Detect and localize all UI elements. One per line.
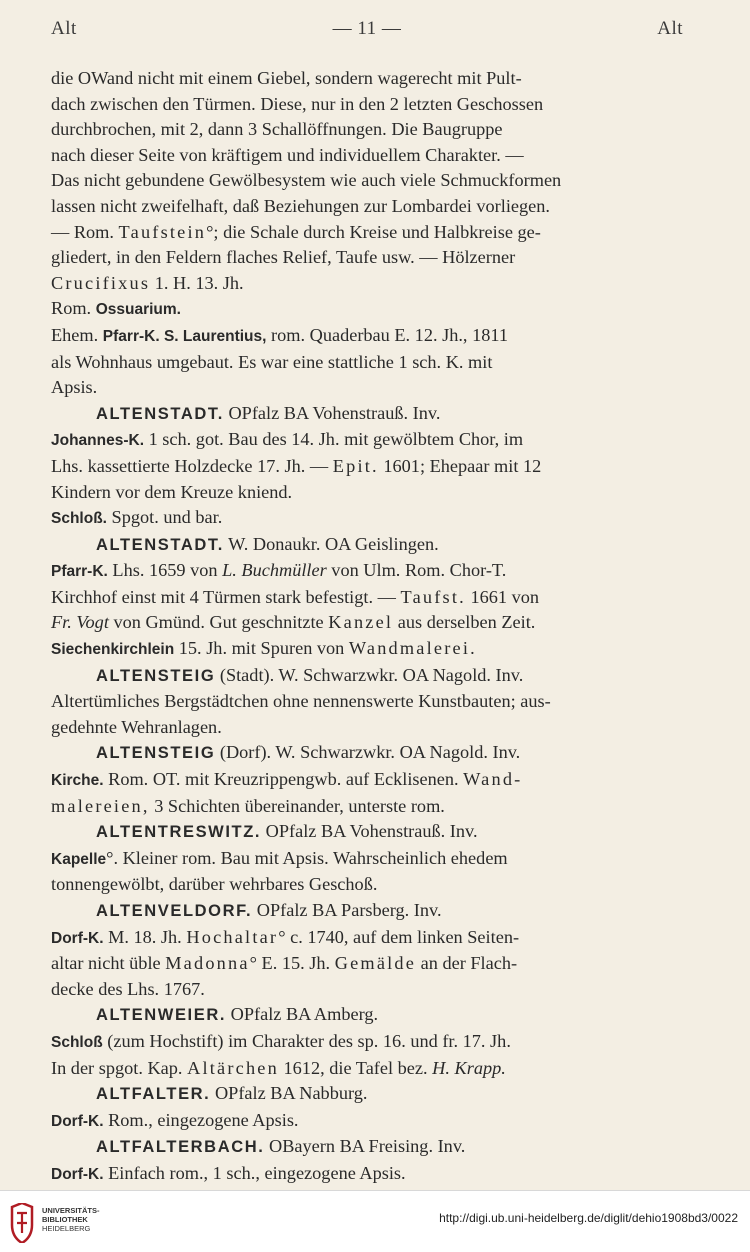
place-heading: ALTENVELDORF. OPfalz BA Parsberg. Inv. <box>96 900 442 920</box>
text-line: decke des Lhs. 1767. <box>51 978 205 999</box>
text-line: durchbrochen, mit 2, dann 3 Schallöffnungen. Die Baugruppe <box>51 119 503 140</box>
text-line: als Wohnhaus umgebaut. Es war eine stattliche 1 sch. K. mit <box>51 351 493 372</box>
text-line: gedehnte Wehranlagen. <box>51 716 222 737</box>
text-line: Altertümliches Bergstädtchen ohne nennenswerte Kunstbauten; aus- <box>51 691 551 712</box>
viewer-footer <box>0 1190 750 1252</box>
text-line: Apsis. <box>51 377 98 398</box>
header-left: Alt <box>51 18 77 39</box>
body-text <box>51 66 685 1188</box>
text-line: Schloß (zum Hochstift) im Charakter des sp. 16. und fr. 17. Jh. <box>51 1030 511 1051</box>
text-line: Rom. Ossuarium. <box>51 298 181 319</box>
text-line: malereien, 3 Schichten übereinander, unterste rom. <box>51 795 445 816</box>
text-line: gliedert, in den Feldern flaches Relief, Taufe usw. — Hölzerner <box>51 247 516 268</box>
text-line: tonnengewölbt, darüber wehrbares Geschoß. <box>51 874 378 895</box>
text-line: — Rom. Taufstein°; die Schale durch Kreise und Halbkreise ge- <box>51 221 541 242</box>
place-heading: ALTENSTEIG (Dorf). W. Schwarzwkr. OA Nagold. Inv. <box>96 742 521 763</box>
place-heading: ALTENWEIER. OPfalz BA Amberg. <box>96 1004 379 1025</box>
text-line: Pfarr-K. Lhs. 1659 von L. Buchmüller von Ulm. Rom. Chor-T. <box>51 560 507 581</box>
text-line: Crucifixus 1. H. 13. Jh. <box>51 272 244 293</box>
text-line: Dorf-K. Einfach rom., 1 sch., eingezogene Apsis. <box>51 1162 406 1183</box>
text-line: Siechenkirchlein 15. Jh. mit Spuren von Wandmalerei. <box>51 638 477 659</box>
permalink-url[interactable]: http://digi.ub.uni-heidelberg.de/diglit/dehio1908bd3/0022 <box>439 1211 738 1225</box>
text-line: nach dieser Seite von kräftigem und individuellem Charakter. — <box>51 144 524 165</box>
text-line: Dorf-K. Rom., eingezogene Apsis. <box>51 1109 299 1130</box>
place-heading: ALTENSTADT. W. Donaukr. OA Geislingen. <box>96 533 439 554</box>
place-heading: ALTENSTADT. OPfalz BA Vohenstrauß. Inv. <box>96 402 441 423</box>
text-line: altar nicht üble Madonna° E. 15. Jh. Gemälde an der Flach- <box>51 953 518 974</box>
library-name: UNIVERSITÄTS- BIBLIOTHEK HEIDELBERG <box>42 1206 100 1233</box>
text-line: Kirche. Rom. OT. mit Kreuzrippengwb. auf Ecklisenen. Wand- <box>51 769 523 790</box>
text-line: Fr. Vogt von Gmünd. Gut geschnitzte Kanzel aus derselben Zeit. <box>51 612 536 633</box>
text-line: lassen nicht zweifelhaft, daß Beziehungen zur Lombardei vorliegen. <box>51 195 550 216</box>
text-line: die OWand nicht mit einem Giebel, sondern wagerecht mit Pult- <box>51 68 522 88</box>
place-heading: ALTFALTER. OPfalz BA Nabburg. <box>96 1083 368 1104</box>
header-right: Alt <box>657 18 683 39</box>
text-line: Kapelle°. Kleiner rom. Bau mit Apsis. Wahrscheinlich ehedem <box>51 847 508 868</box>
text-line: dach zwischen den Türmen. Diese, nur in den 2 letzten Geschossen <box>51 93 544 114</box>
text-line: Das nicht gebundene Gewölbesystem wie auch viele Schmuckformen <box>51 170 562 191</box>
library-logo-icon <box>8 1203 36 1243</box>
place-heading: ALTENSTEIG (Stadt). W. Schwarzwkr. OA Nagold. Inv. <box>96 664 524 685</box>
page-number: — 11 — <box>332 18 402 39</box>
text-line: Ehem. Pfarr-K. S. Laurentius, rom. Quaderbau E. 12. Jh., 1811 <box>51 324 508 345</box>
place-heading: ALTFALTERBACH. OBayern BA Freising. Inv. <box>96 1136 466 1157</box>
text-line: Lhs. kassettierte Holzdecke 17. Jh. — Epit. 1601; Ehepaar mit 12 <box>51 455 542 476</box>
text-line: Kindern vor dem Kreuze kniend. <box>51 481 293 502</box>
text-line: Schloß. Spgot. und bar. <box>51 507 223 528</box>
place-heading: ALTENTRESWITZ. OPfalz BA Vohenstrauß. Inv. <box>96 821 478 842</box>
text-line: Dorf-K. M. 18. Jh. Hochaltar° c. 1740, auf dem linken Seiten- <box>51 926 520 947</box>
text-line: Johannes-K. 1 sch. got. Bau des 14. Jh. mit gewölbtem Chor, im <box>51 429 524 450</box>
text-line: In der spgot. Kap. Altärchen 1612, die Tafel bez. H. Krapp. <box>51 1057 506 1078</box>
text-line: Kirchhof einst mit 4 Türmen stark befestigt. — Taufst. 1661 von <box>51 586 540 607</box>
